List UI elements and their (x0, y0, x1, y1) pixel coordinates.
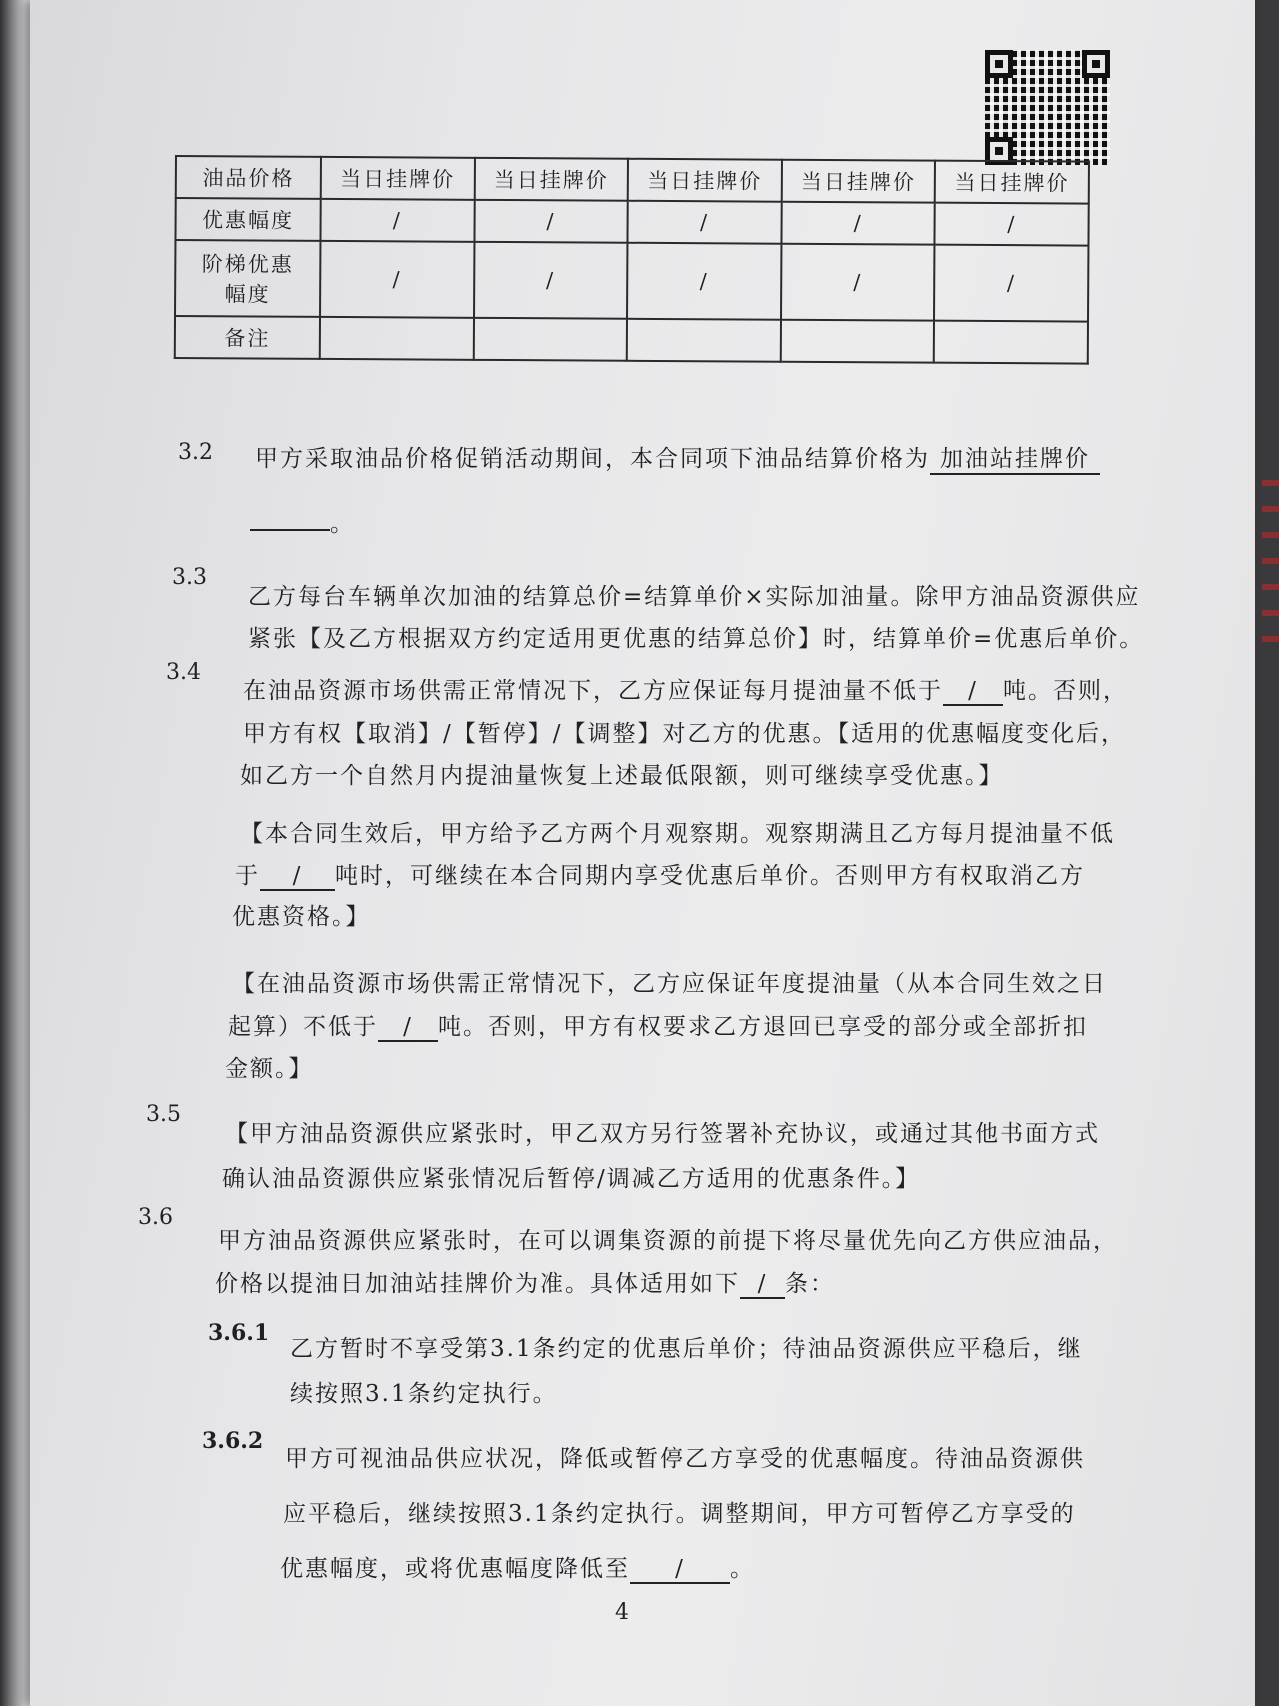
table-row (175, 316, 1088, 364)
clause-text: 优惠幅度，或将优惠幅度降低至 (280, 1556, 630, 1582)
row-label: 备注 (175, 316, 320, 359)
clause-3-4-line: 如乙方一个自然月内提油量恢复上述最低限额，则可继续享受优惠。】 (240, 763, 1004, 789)
page-number: 4 (615, 1600, 629, 1625)
table-cell: / (627, 243, 781, 320)
clause-text: 条： (785, 1271, 835, 1297)
table-cell: / (320, 241, 474, 318)
clause-3-5-line: 【甲方油品资源供应紧张时，甲乙双方另行签署补充协议，或通过其他书面方式 (225, 1121, 1100, 1147)
clause-text: 。 (330, 511, 355, 537)
table-cell (320, 317, 474, 360)
clause-3-6-1-line: 乙方暂时不享受第3.1条约定的优惠后单价；待油品资源供应平稳后，继 (290, 1336, 1083, 1362)
section-number: 3.2 (178, 440, 213, 465)
table-cell (627, 319, 781, 362)
filled-blank: / (630, 1556, 730, 1584)
row-label: 优惠幅度 (175, 198, 320, 241)
price-table (174, 155, 1090, 365)
row-label-line: 幅度 (224, 282, 271, 307)
table-cell: / (628, 201, 782, 244)
clause-3-4-line: 金额。】 (225, 1056, 314, 1082)
clause-3-6-1-line: 续按照3.1条约定执行。 (290, 1381, 558, 1407)
clause-text: 吨时，可继续在本合同期内享受优惠后单价。否则甲方有权取消乙方 (335, 863, 1085, 889)
clause-3-4-line (228, 1008, 1088, 1042)
table-cell: / (781, 202, 935, 245)
filled-blank: / (260, 863, 335, 891)
table-cell: / (781, 244, 935, 321)
table-cell: / (935, 203, 1089, 246)
clause-3-6-line: 甲方油品资源供应紧张时，在可以调集资源的前提下将尽量优先向乙方供应油品， (218, 1228, 1118, 1254)
clause-text: 甲方采取油品价格促销活动期间，本合同项下油品结算价格为 (255, 446, 930, 472)
table-header-cell: 当日挂牌价 (628, 159, 782, 202)
table-header-cell: 当日挂牌价 (782, 160, 936, 203)
table-cell: / (934, 245, 1088, 322)
clause-3-3-line: 乙方每台车辆单次加油的结算总价=结算单价×实际加油量。除甲方油品资源供应 (248, 584, 1141, 610)
clause-text: 起算）不低于 (228, 1014, 378, 1040)
clause-3-2-line (255, 440, 1100, 475)
clause-3-6-2-line: 甲方可视油品供应状况，降低或暂停乙方享受的优惠幅度。待油品资源供 (285, 1446, 1085, 1472)
section-number: 3.6 (138, 1205, 173, 1230)
table-row (175, 240, 1088, 322)
table-cell: / (320, 199, 474, 242)
clause-text: 吨。否则，甲方有权要求乙方退回已享受的部分或全部折扣 (438, 1014, 1088, 1040)
qr-finder-top-right (1082, 50, 1110, 78)
table-header-cell: 当日挂牌价 (474, 158, 628, 201)
clause-3-6-2-line: 应平稳后，继续按照3.1条约定执行。调整期间，甲方可暂停乙方享受的 (283, 1501, 1076, 1527)
section-number: 3.5 (146, 1102, 181, 1127)
table-header-row (176, 156, 1089, 204)
row-label (175, 240, 320, 317)
qr-code (985, 50, 1110, 165)
section-number: 3.3 (172, 565, 207, 590)
clause-3-2-line (250, 505, 355, 538)
table-cell (934, 321, 1088, 364)
table-cell (781, 320, 935, 363)
table-cell: / (474, 242, 628, 319)
section-number: 3.6.2 (202, 1428, 264, 1454)
clause-text: 价格以提油日加油站挂牌价为准。具体适用如下 (215, 1271, 740, 1297)
table-header-cell: 油品价格 (176, 156, 321, 199)
table-row (175, 198, 1088, 246)
clause-3-4-line: 优惠资格。】 (232, 904, 371, 930)
clause-3-4-line (235, 857, 1085, 891)
table-header-cell: 当日挂牌价 (935, 161, 1089, 204)
clause-3-5-line: 确认油品资源供应紧张情况后暂停/调减乙方适用的优惠条件。】 (222, 1166, 921, 1192)
table-header-cell: 当日挂牌价 (321, 157, 475, 200)
row-label-line: 阶梯优惠 (201, 252, 294, 277)
clause-text: 于 (235, 863, 260, 889)
filled-blank: / (378, 1014, 438, 1042)
table-cell (473, 318, 627, 361)
clause-text: 在油品资源市场供需正常情况下，乙方应保证每月提油量不低于 (243, 678, 943, 704)
filled-blank: 加油站挂牌价 (930, 440, 1100, 475)
clause-3-3-line: 紧张【及乙方根据双方约定适用更优惠的结算总价】时，结算单价=优惠后单价。 (248, 626, 1145, 652)
qr-finder-top-left (985, 50, 1013, 78)
filled-blank: / (740, 1271, 785, 1299)
clause-3-4-line: 甲方有权【取消】/【暂停】/【调整】对乙方的优惠。【适用的优惠幅度变化后， (243, 721, 1126, 747)
clause-3-4-line: 【本合同生效后，甲方给予乙方两个月观察期。观察期满且乙方每月提油量不低 (240, 821, 1115, 847)
blank-line (250, 529, 330, 531)
clause-3-6-2-line (280, 1550, 755, 1584)
clause-3-6-line (215, 1265, 835, 1299)
section-number: 3.4 (166, 660, 201, 685)
clause-3-4-line (243, 672, 1128, 706)
red-stamp-edge (1262, 460, 1279, 660)
section-number: 3.6.1 (208, 1320, 270, 1346)
clause-text: 吨。否则， (1003, 678, 1128, 704)
table-cell: / (474, 200, 628, 243)
clause-text: 。 (730, 1556, 755, 1582)
clause-3-4-line: 【在油品资源市场供需正常情况下，乙方应保证年度提油量（从本合同生效之日 (232, 971, 1107, 997)
filled-blank: / (943, 678, 1003, 706)
